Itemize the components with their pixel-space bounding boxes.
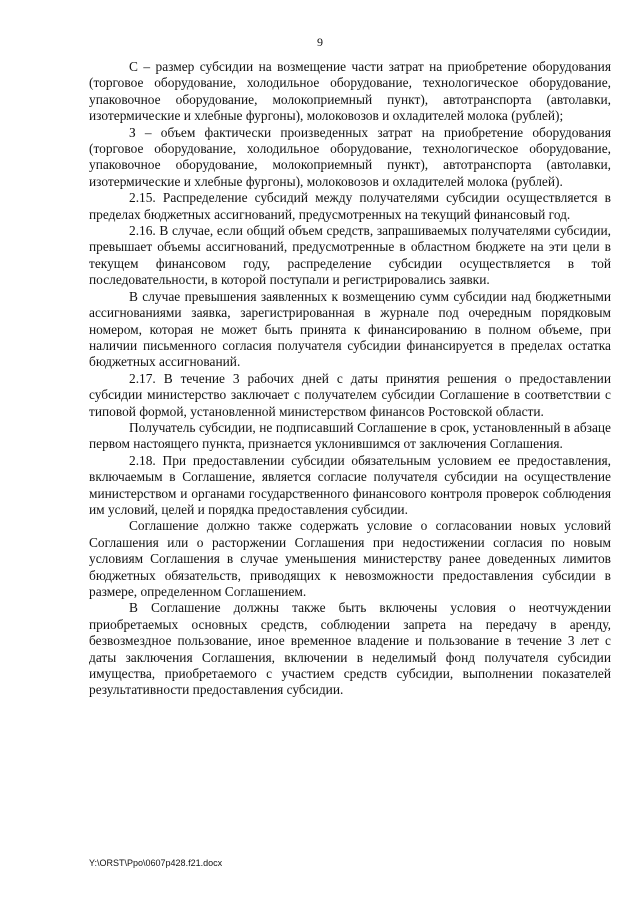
paragraph: Соглашение должно также содержать условие о согласовании новых условий Соглашения или о расторжении Соглашения при недостижении согласия по новым условиям Соглашения в случае уменьшения министерству ранее доведенных лимитов бюджетных обязательств, приводящих к невозможности предоставления субсидии в размере, определенном Соглашением. <box>89 518 611 599</box>
paragraph: 2.17. В течение 3 рабочих дней с даты принятия решения о предоставлении субсидии министерство заключает с получателем субсидии Соглашение в соответствии с типовой формой, установленной министерством финансов Ростовской области. <box>89 370 611 419</box>
paragraph: 2.18. При предоставлении субсидии обязательным условием ее предоставления, включаемым в Соглашение, является согласие получателя субсидии на осуществление министерством и органами государственного финансового контроля проверок соблюдения им условий, целей и порядка предоставления субсидии. <box>89 452 611 517</box>
paragraph: В случае превышения заявленных к возмещению сумм субсидии над бюджетными ассигнованиями заявка, зарегистрированная в журнале под очередным порядковым номером, которая не может быть принята к финансированию в полном объеме, при наличии письменного согласия получателя субсидии финансируется в пределах остатка бюджетных ассигнований. <box>89 288 611 370</box>
paragraph: С – размер субсидии на возмещение части затрат на приобретение оборудования (торговое оборудование, холодильное оборудование, технологическое оборудование, упаковочное оборудование, молокоприемный пункт), автотранспорта (автолавки, изотермические и хлебные фургоны), молоковозов и охладителей молока (рублей); <box>89 59 611 124</box>
document-body <box>89 59 611 699</box>
paragraph: 2.16. В случае, если общий объем средств, запрашиваемых получателями субсидии, превышает объемы ассигнований, предусмотренные в областном бюджете на эти цели в текущем финансовом году, распределение субсидии осуществляется в той последовательности, в которой поступали и регистрировались заявки. <box>89 223 611 288</box>
footer-file-path: Y:\ORST\Ppo\0607p428.f21.docx <box>89 858 223 868</box>
page-number: 9 <box>317 35 323 49</box>
paragraph: 2.15. Распределение субсидий между получателями субсидии осуществляется в пределах бюджетных ассигнований, предусмотренных на текущий финансовый год. <box>89 190 611 222</box>
paragraph: В Соглашение должны также быть включены условия о неотчуждении приобретаемых основных средств, соблюдении запрета на передачу в аренду, безвозмездное пользование, иное временное владение и пользование в течение 3 лет с даты заключения Соглашения, включении в неделимый фонд получателя субсидии имущества, приобретаемого с участием средств субсидии, выполнении показателей результативности предоставления субсидии. <box>89 600 611 698</box>
paragraph: Получатель субсидии, не подписавший Соглашение в срок, установленный в абзаце первом настоящего пункта, признается уклонившимся от заключения Соглашения. <box>89 419 611 452</box>
paragraph: З – объем фактически произведенных затрат на приобретение оборудования (торговое оборудование, холодильное оборудование, технологическое оборудование, упаковочное оборудование, молокоприемный пункт), автотранспорта (автолавки, изотермические и хлебные фургоны), молоковозов и охладителей молока (рублей). <box>89 124 611 189</box>
